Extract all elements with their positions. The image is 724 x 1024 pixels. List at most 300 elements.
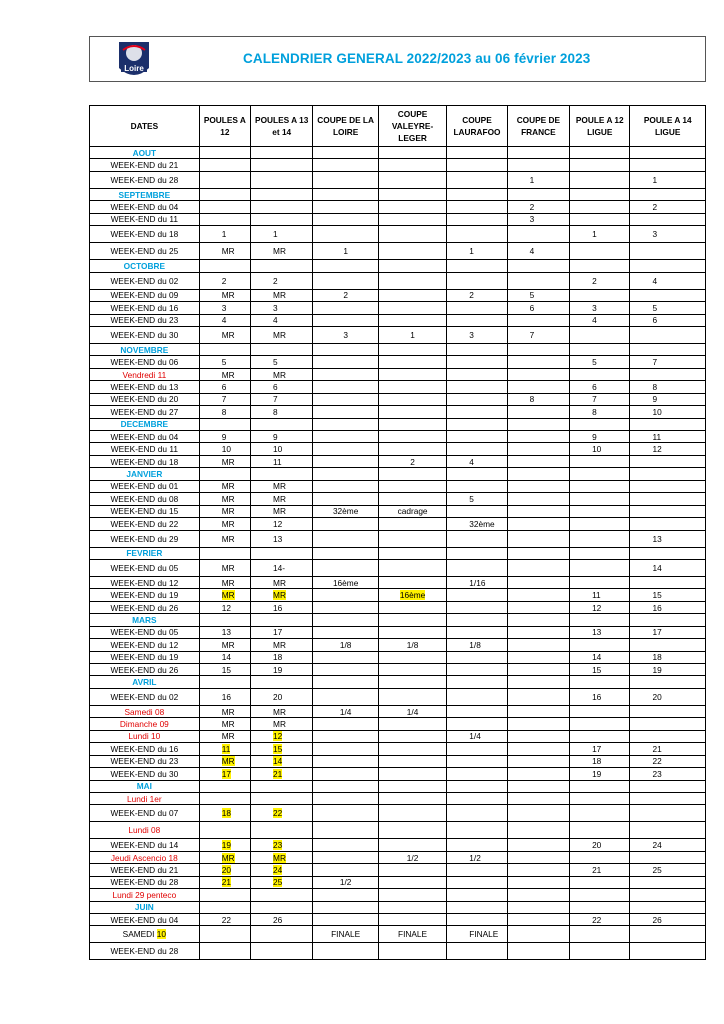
cell-value: 12	[273, 731, 283, 742]
cell-value: 4	[652, 275, 658, 286]
cell-value: 20	[592, 840, 602, 851]
cell-value: 4	[529, 246, 535, 257]
value-cell	[251, 768, 313, 780]
value-cell	[199, 171, 250, 188]
date-cell: WEEK-END du 22	[90, 518, 200, 530]
cell-value: MR	[221, 290, 235, 301]
value-cell	[199, 889, 250, 901]
value-cell	[313, 718, 378, 730]
cell-value: 2	[273, 275, 278, 286]
value-cell	[199, 730, 250, 742]
cell-value: 10	[652, 406, 662, 417]
value-cell	[378, 343, 446, 355]
value-cell	[570, 159, 630, 171]
value-cell	[378, 914, 446, 926]
cell-value: 1/2	[339, 877, 352, 888]
value-cell	[570, 864, 630, 876]
date-cell: WEEK-END du 26	[90, 664, 200, 676]
cell-value: MR	[221, 577, 235, 588]
value-cell	[507, 159, 569, 171]
value-cell	[507, 147, 569, 159]
value-cell	[251, 201, 313, 213]
cell-value: 7	[652, 357, 658, 368]
value-cell	[251, 805, 313, 822]
month-row	[90, 260, 706, 272]
value-cell	[199, 518, 250, 530]
table-row	[90, 626, 706, 638]
value-cell	[313, 822, 378, 839]
value-cell	[507, 901, 569, 913]
value-cell	[507, 943, 569, 960]
value-cell	[378, 171, 446, 188]
value-cell	[630, 743, 706, 755]
date-cell: WEEK-END du 21	[90, 864, 200, 876]
value-cell	[199, 147, 250, 159]
cell-value: 21	[221, 877, 231, 888]
value-cell	[570, 468, 630, 480]
date-cell: WEEK-END du 23	[90, 314, 200, 326]
cell-value: 19	[221, 840, 231, 851]
value-cell	[313, 730, 378, 742]
value-cell	[313, 901, 378, 913]
value-cell	[507, 768, 569, 780]
value-cell	[199, 443, 250, 455]
table-row	[90, 226, 706, 243]
value-cell	[199, 226, 250, 243]
value-cell	[378, 431, 446, 443]
month-row	[90, 780, 706, 792]
value-cell	[630, 272, 706, 289]
value-cell	[447, 201, 507, 213]
value-cell	[447, 159, 507, 171]
value-cell	[378, 468, 446, 480]
month-row	[90, 547, 706, 559]
value-cell	[570, 876, 630, 888]
value-cell	[630, 780, 706, 792]
value-cell	[251, 851, 313, 863]
cell-value: 11	[221, 743, 231, 754]
value-cell	[507, 272, 569, 289]
value-cell	[447, 676, 507, 688]
value-cell	[313, 626, 378, 638]
value-cell	[447, 559, 507, 576]
value-cell	[378, 876, 446, 888]
value-cell	[251, 705, 313, 717]
cell-value: 11	[652, 431, 662, 442]
table-row	[90, 393, 706, 405]
value-cell	[447, 530, 507, 547]
value-cell	[630, 614, 706, 626]
cell-value: 14	[221, 652, 231, 663]
cell-value: 18	[652, 652, 662, 663]
value-cell	[251, 926, 313, 943]
value-cell	[507, 547, 569, 559]
cell-value: 9	[592, 431, 597, 442]
value-cell	[507, 201, 569, 213]
value-cell	[313, 289, 378, 301]
cell-value: 3	[273, 302, 278, 313]
cell-value: 8	[529, 394, 535, 405]
value-cell	[378, 926, 446, 943]
value-cell	[507, 780, 569, 792]
value-cell	[313, 260, 378, 272]
value-cell	[570, 356, 630, 368]
value-cell	[199, 431, 250, 443]
value-cell	[199, 792, 250, 804]
cell-value: 12	[221, 602, 231, 613]
value-cell	[507, 926, 569, 943]
value-cell	[507, 914, 569, 926]
date-cell: WEEK-END du 11	[90, 443, 200, 455]
cell-value: 16	[273, 602, 283, 613]
value-cell	[378, 547, 446, 559]
date-cell: MARS	[90, 614, 200, 626]
value-cell	[570, 201, 630, 213]
value-cell	[570, 664, 630, 676]
value-cell	[378, 213, 446, 225]
cell-value: 7	[529, 329, 535, 340]
value-cell	[447, 614, 507, 626]
value-cell	[251, 839, 313, 851]
value-cell	[199, 943, 250, 960]
date-cell: WEEK-END du 18	[90, 226, 200, 243]
value-cell	[570, 676, 630, 688]
value-cell	[199, 743, 250, 755]
cell-value: 12	[592, 602, 602, 613]
value-cell	[313, 601, 378, 613]
value-cell	[313, 480, 378, 492]
value-cell	[570, 393, 630, 405]
value-cell	[199, 468, 250, 480]
value-cell	[199, 201, 250, 213]
value-cell	[199, 159, 250, 171]
value-cell	[447, 455, 507, 467]
table-row	[90, 455, 706, 467]
cell-value: 15	[592, 664, 602, 675]
cell-value: 19	[592, 768, 602, 779]
value-cell	[570, 730, 630, 742]
date-cell: WEEK-END du 07	[90, 805, 200, 822]
value-cell	[570, 213, 630, 225]
cell-value: cadrage	[397, 506, 428, 517]
value-cell	[199, 589, 250, 601]
cell-value: MR	[273, 246, 286, 257]
value-cell	[313, 943, 378, 960]
value-cell	[630, 381, 706, 393]
value-cell	[378, 822, 446, 839]
value-cell	[251, 213, 313, 225]
cell-value: MR	[273, 639, 286, 650]
cell-value: MR	[221, 719, 235, 730]
cell-value: 21	[592, 864, 602, 875]
value-cell	[447, 805, 507, 822]
date-cell: WEEK-END du 12	[90, 576, 200, 588]
cell-value: 4	[592, 315, 597, 326]
value-cell	[378, 864, 446, 876]
cell-value: 16	[652, 602, 662, 613]
month-row	[90, 901, 706, 913]
month-row	[90, 614, 706, 626]
cell-value: 15	[652, 590, 662, 601]
value-cell	[313, 505, 378, 517]
value-cell	[447, 213, 507, 225]
cell-value: 6	[529, 302, 535, 313]
document-header	[89, 36, 706, 82]
value-cell	[630, 805, 706, 822]
table-row	[90, 201, 706, 213]
value-cell	[630, 443, 706, 455]
value-cell	[447, 188, 507, 200]
table-row	[90, 705, 706, 717]
logo-text: Loire	[124, 64, 144, 73]
value-cell	[378, 201, 446, 213]
date-cell: WEEK-END du 28	[90, 943, 200, 960]
value-cell	[570, 188, 630, 200]
cell-value: 9	[221, 431, 227, 442]
value-cell	[447, 589, 507, 601]
value-cell	[378, 289, 446, 301]
cell-value: 14	[592, 652, 602, 663]
value-cell	[313, 559, 378, 576]
value-cell	[199, 260, 250, 272]
value-cell	[251, 792, 313, 804]
value-cell	[378, 559, 446, 576]
value-cell	[313, 589, 378, 601]
value-cell	[630, 559, 706, 576]
value-cell	[630, 505, 706, 517]
value-cell	[199, 505, 250, 517]
value-cell	[507, 601, 569, 613]
date-cell: WEEK-END du 27	[90, 406, 200, 418]
value-cell	[378, 743, 446, 755]
cell-value: 4	[469, 456, 474, 467]
cell-value: 1/8	[406, 639, 419, 650]
month-row	[90, 343, 706, 355]
date-cell: JANVIER	[90, 468, 200, 480]
cell-value: 10	[273, 444, 283, 455]
value-cell	[251, 260, 313, 272]
date-cell: WEEK-END du 04	[90, 914, 200, 926]
value-cell	[313, 159, 378, 171]
table-row	[90, 356, 706, 368]
cell-value: 1/2	[406, 852, 419, 863]
column-header: COUPE VALEYRE-LEGER	[378, 106, 446, 147]
value-cell	[507, 718, 569, 730]
value-cell	[313, 493, 378, 505]
table-row	[90, 943, 706, 960]
value-cell	[507, 614, 569, 626]
cell-value: 6	[273, 381, 278, 392]
cell-value: 14	[273, 756, 283, 767]
value-cell	[251, 876, 313, 888]
value-cell	[570, 302, 630, 314]
value-cell	[447, 626, 507, 638]
value-cell	[447, 443, 507, 455]
value-cell	[378, 626, 446, 638]
value-cell	[199, 876, 250, 888]
cell-value: 5	[529, 290, 535, 301]
value-cell	[313, 455, 378, 467]
value-cell	[447, 768, 507, 780]
value-cell	[630, 201, 706, 213]
cell-value: 2	[221, 275, 227, 286]
value-cell	[630, 406, 706, 418]
value-cell	[251, 326, 313, 343]
value-cell	[630, 676, 706, 688]
value-cell	[313, 576, 378, 588]
table-row	[90, 876, 706, 888]
value-cell	[447, 743, 507, 755]
date-cell: WEEK-END du 21	[90, 159, 200, 171]
value-cell	[447, 730, 507, 742]
value-cell	[251, 676, 313, 688]
value-cell	[251, 418, 313, 430]
value-cell	[507, 381, 569, 393]
value-cell	[570, 755, 630, 767]
value-cell	[199, 559, 250, 576]
cell-value: 18	[592, 756, 602, 767]
value-cell	[570, 822, 630, 839]
value-cell	[251, 368, 313, 380]
value-cell	[507, 468, 569, 480]
value-cell	[570, 839, 630, 851]
value-cell	[378, 147, 446, 159]
value-cell	[251, 226, 313, 243]
cell-value: FINALE	[469, 929, 499, 940]
cell-value: 10	[221, 444, 231, 455]
cell-value: 23	[273, 840, 283, 851]
value-cell	[378, 705, 446, 717]
value-cell	[630, 226, 706, 243]
cell-value: 4	[273, 315, 278, 326]
value-cell	[251, 780, 313, 792]
cell-value: MR	[221, 562, 235, 573]
column-header: POULES A 12	[199, 106, 250, 147]
value-cell	[447, 431, 507, 443]
value-cell	[378, 718, 446, 730]
table-row	[90, 505, 706, 517]
cell-value: 18	[221, 808, 231, 819]
cell-value: MR	[221, 493, 235, 504]
date-cell: WEEK-END du 12	[90, 639, 200, 651]
value-cell	[570, 381, 630, 393]
cell-value: 16	[221, 691, 231, 702]
value-cell	[251, 289, 313, 301]
value-cell	[630, 213, 706, 225]
value-cell	[313, 889, 378, 901]
value-cell	[447, 718, 507, 730]
cell-value: 1	[529, 174, 535, 185]
value-cell	[378, 226, 446, 243]
value-cell	[378, 664, 446, 676]
value-cell	[251, 943, 313, 960]
value-cell	[199, 272, 250, 289]
date-cell: WEEK-END du 28	[90, 171, 200, 188]
cell-value: 1	[469, 246, 474, 257]
month-row	[90, 676, 706, 688]
value-cell	[199, 547, 250, 559]
value-cell	[251, 601, 313, 613]
cell-value: 12	[652, 444, 662, 455]
cell-value: 26	[273, 914, 283, 925]
cell-value: 12	[273, 518, 283, 529]
value-cell	[251, 718, 313, 730]
value-cell	[630, 901, 706, 913]
value-cell	[378, 576, 446, 588]
value-cell	[378, 272, 446, 289]
value-cell	[313, 530, 378, 547]
table-row	[90, 302, 706, 314]
value-cell	[199, 418, 250, 430]
value-cell	[378, 601, 446, 613]
value-cell	[630, 626, 706, 638]
value-cell	[251, 159, 313, 171]
cell-value: 4	[221, 315, 227, 326]
table-row	[90, 914, 706, 926]
date-cell: WEEK-END du 23	[90, 755, 200, 767]
value-cell	[313, 864, 378, 876]
value-cell	[378, 755, 446, 767]
cell-value: 6	[592, 381, 597, 392]
header-row	[90, 106, 706, 147]
cell-value: 8	[221, 406, 227, 417]
month-row	[90, 468, 706, 480]
value-cell	[251, 864, 313, 876]
value-cell	[378, 651, 446, 663]
value-cell	[378, 480, 446, 492]
value-cell	[630, 343, 706, 355]
value-cell	[507, 260, 569, 272]
value-cell	[313, 705, 378, 717]
table-row	[90, 289, 706, 301]
value-cell	[630, 243, 706, 260]
table-row	[90, 755, 706, 767]
value-cell	[378, 639, 446, 651]
table-row	[90, 381, 706, 393]
value-cell	[251, 822, 313, 839]
value-cell	[313, 547, 378, 559]
value-cell	[199, 705, 250, 717]
value-cell	[251, 314, 313, 326]
cell-value: 5	[652, 302, 658, 313]
value-cell	[507, 406, 569, 418]
value-cell	[199, 614, 250, 626]
value-cell	[251, 431, 313, 443]
table-row	[90, 718, 706, 730]
value-cell	[507, 443, 569, 455]
value-cell	[507, 314, 569, 326]
table-row	[90, 406, 706, 418]
table-row	[90, 639, 706, 651]
cell-value: 16ème	[399, 590, 426, 601]
value-cell	[447, 393, 507, 405]
value-cell	[570, 455, 630, 467]
cell-value: MR	[273, 369, 286, 380]
cell-value: 22	[221, 914, 231, 925]
value-cell	[570, 889, 630, 901]
value-cell	[313, 272, 378, 289]
value-cell	[570, 768, 630, 780]
table-row	[90, 805, 706, 822]
column-header: POULES A 13 et 14	[251, 106, 313, 147]
value-cell	[447, 688, 507, 705]
date-cell: MAI	[90, 780, 200, 792]
value-cell	[447, 505, 507, 517]
value-cell	[570, 792, 630, 804]
date-cell: JUIN	[90, 901, 200, 913]
value-cell	[313, 443, 378, 455]
column-header: POULE A 12 LIGUE	[570, 106, 630, 147]
